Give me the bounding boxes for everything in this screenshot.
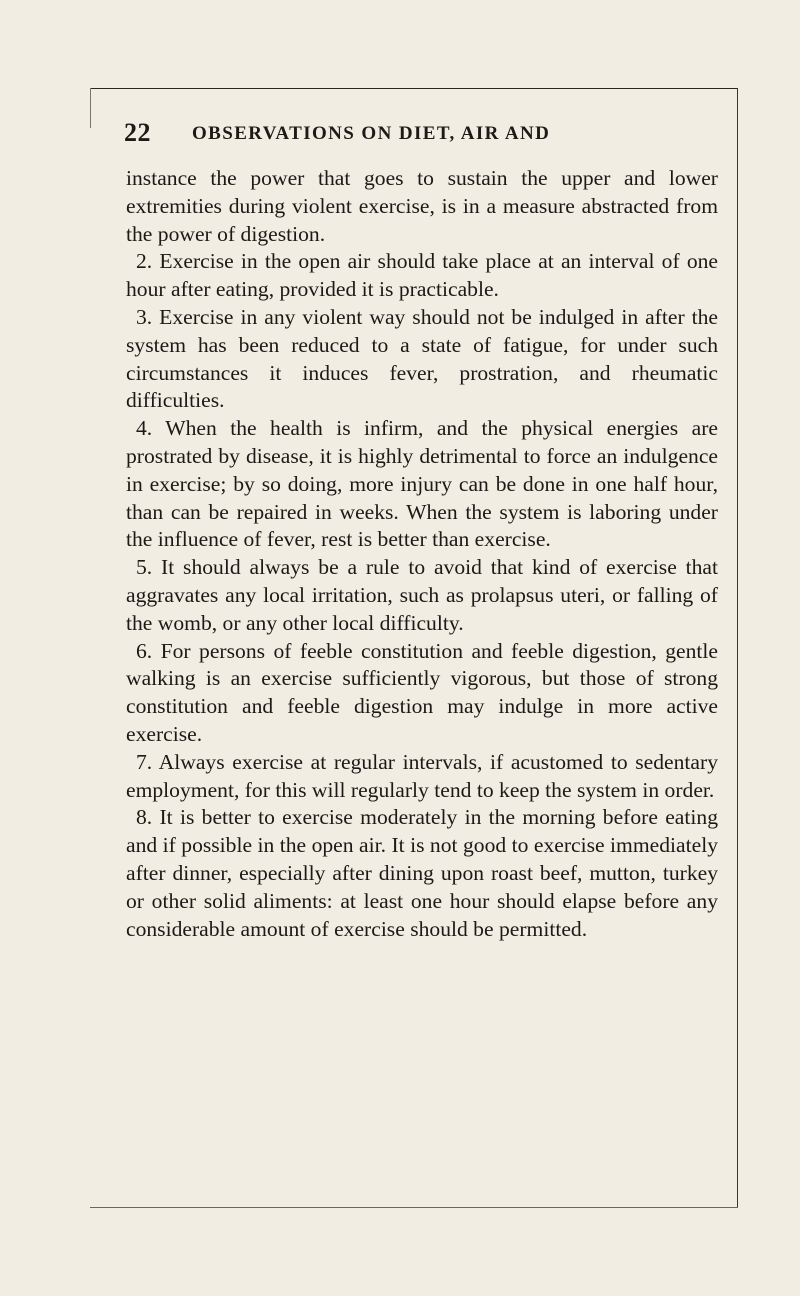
paragraph-rule-7: 7. Always exercise at regular intervals, if acustomed to sedentary employment, for this will regularly tend to keep the system in order. xyxy=(126,749,718,802)
page-header xyxy=(124,118,714,152)
paragraph-rule-2: 2. Exercise in the open air should take place at an interval of one hour after eating, provided it is practicable. xyxy=(126,249,718,302)
body-text xyxy=(126,165,718,943)
paragraph-rule-4: 4. When the health is infirm, and the physical energies are prostrated by disease, it is highly detrimental to force an indulgence in exercise; by so doing, more injury can be done in one half hour, than can be repaired in weeks. When the system is laboring under the influence of fever, rest is better than exercise. xyxy=(126,416,718,552)
page-number: 22 xyxy=(124,118,151,147)
paragraph-rule-6: 6. For persons of feeble constitution and feeble digestion, gentle walking is an exercise sufficiently vigorous, but those of strong constitution and feeble digestion may indulge in more active exercise. xyxy=(126,638,718,746)
running-title: OBSERVATIONS ON DIET, AIR AND xyxy=(192,123,551,144)
paragraph-rule-8: 8. It is better to exercise moderately in the morning before eating and if possible in the open air. It is not good to exercise immediately after dinner, especially after dining upon roast beef, mutton, turkey or other solid aliments: at least one hour should elapse before any considerable amount of exercise should be permitted. xyxy=(126,805,718,941)
page-frame-bottom-rule xyxy=(90,1207,738,1208)
page-frame-top-rule xyxy=(90,88,738,89)
paragraph-rule-3: 3. Exercise in any violent way should not be indulged in after the system has been reduced to a state of fatigue, for under such circumstances it induces fever, prostration, and rheumatic difficulties. xyxy=(126,304,718,413)
page-frame-left-rule xyxy=(90,88,91,128)
paragraph-rule-5: 5. It should always be a rule to avoid that kind of exercise that aggravates any local irritation, such as prolapsus uteri, or falling of the womb, or any other local difficulty. xyxy=(126,555,718,635)
paragraph-continuation: instance the power that goes to sustain the upper and lower extremities during violent exercise, is in a measure abstracted from the power of digestion. xyxy=(126,166,718,246)
page-frame-right-rule xyxy=(737,88,738,1208)
